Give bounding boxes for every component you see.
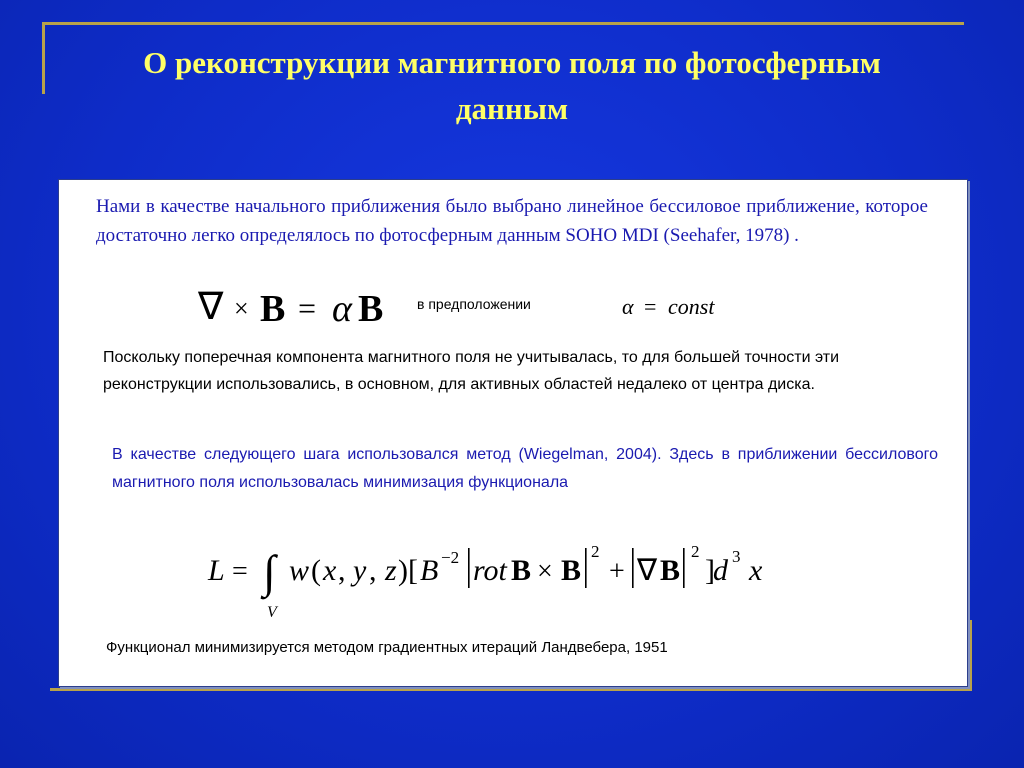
svg-text:B: B (420, 554, 439, 587)
frame-line-bottom (50, 688, 972, 691)
frame-line-top (42, 22, 964, 25)
svg-text:(: ( (311, 554, 321, 587)
svg-text:w: w (289, 554, 310, 587)
svg-text:∇: ∇ (637, 554, 658, 587)
svg-text:L: L (208, 554, 225, 587)
svg-text:B: B (260, 288, 286, 330)
frame-line-right (969, 620, 972, 691)
svg-text:y: y (353, 554, 367, 587)
svg-text:×: × (537, 556, 553, 587)
svg-text:d: d (713, 554, 728, 587)
svg-text:V: V (267, 604, 277, 621)
paragraph-next-step: В качестве следующего шага использовался метод (Wiegelman, 2004). Здесь в приближении бессилового магнитного поля использовалась минимизация функционала (112, 446, 938, 491)
svg-text:−2: −2 (441, 548, 460, 567)
svg-text:x: x (323, 554, 337, 587)
svg-text:∫: ∫ (263, 546, 276, 597)
paragraph-intro: Нами в качестве начального приближения было выбрано линейное бессиловое приближение, которое достаточно легко определялось по фотосферным данным SOHO MDI (Seehafer, 1978) . (96, 196, 928, 246)
formula-functional (205, 535, 805, 625)
svg-text:,: , (338, 554, 346, 587)
svg-text:B: B (561, 554, 582, 587)
paragraph-transverse: Поскольку поперечная компонента магнитного поля не учитывалась, то для большей точности эти реконструкции использовались, в основном, для активных областей недалеко от центра диска. (103, 349, 840, 393)
svg-text:α: α (332, 288, 352, 330)
svg-text:=: = (298, 290, 317, 326)
svg-text:=: = (644, 294, 657, 319)
svg-text:∇: ∇ (198, 286, 224, 328)
formula-alpha-const (620, 292, 740, 322)
svg-text:z: z (385, 554, 397, 587)
svg-text:B: B (511, 554, 532, 587)
slide-title: О реконструкции магнитного поля по фотосферным данным (143, 45, 881, 126)
svg-text:3: 3 (732, 547, 741, 566)
svg-text:+: + (609, 556, 625, 587)
svg-text:const: const (668, 294, 715, 319)
assumption-label: в предположении (417, 296, 531, 312)
formula-curl-b (198, 283, 408, 331)
svg-text:,: , (369, 554, 377, 587)
svg-text:2: 2 (591, 542, 600, 561)
svg-text:B: B (660, 554, 681, 587)
svg-text:x: x (749, 554, 763, 587)
svg-text:α: α (622, 294, 634, 319)
svg-text:rot: rot (473, 554, 507, 587)
svg-text:=: = (232, 556, 248, 587)
svg-text:×: × (234, 294, 249, 323)
svg-text:)[: )[ (398, 554, 418, 587)
svg-text:]: ] (705, 554, 715, 587)
paragraph-landweber: Функционал минимизируется методом градиентных итераций Ландвебера, 1951 (106, 639, 668, 656)
frame-line-left (42, 22, 45, 94)
svg-text:2: 2 (691, 542, 700, 561)
svg-text:B: B (358, 288, 384, 330)
